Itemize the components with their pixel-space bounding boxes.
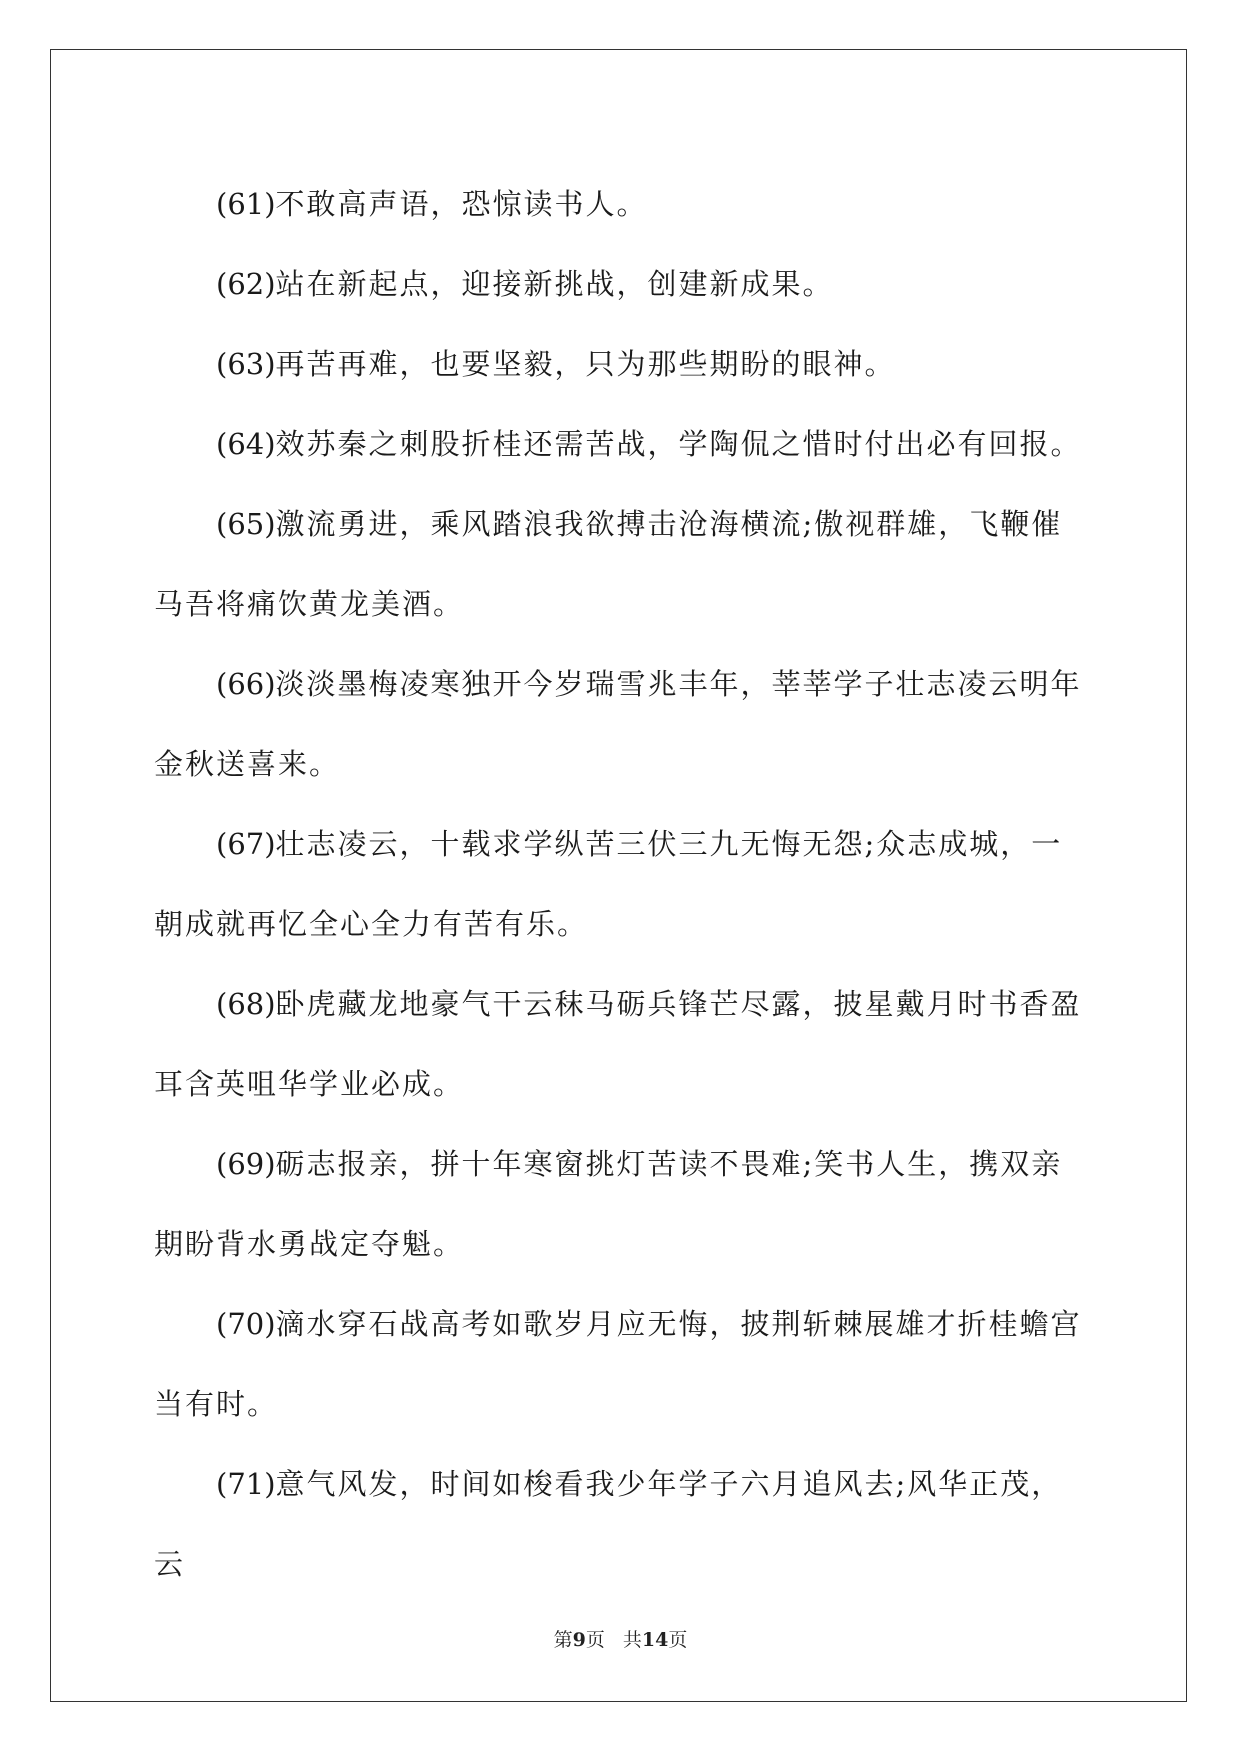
total-unit: 页: [668, 1629, 688, 1651]
paragraph-62: [154, 244, 1088, 324]
paragraph-number: (70): [216, 1307, 276, 1341]
page-footer: [0, 1625, 1241, 1652]
page-current: 9: [572, 1629, 586, 1651]
paragraph-text: 激流勇进，乘风踏浪我欲搏击沧海横流;傲视群雄，飞鞭催马吾将痛饮黄龙美酒。: [154, 507, 1063, 621]
paragraph-text: 卧虎藏龙地豪气干云秣马砺兵锋芒尽露，披星戴月时书香盈耳含英咀华学业必成。: [154, 987, 1082, 1101]
paragraph-61: [154, 164, 1088, 244]
paragraph-number: (63): [216, 347, 276, 381]
paragraph-69: [154, 1124, 1088, 1284]
paragraph-number: (71): [216, 1467, 276, 1501]
paragraph-text: 不敢高声语，恐惊读书人。: [275, 187, 648, 221]
paragraph-text: 淡淡墨梅凌寒独开今岁瑞雪兆丰年，莘莘学子壮志凌云明年金秋送喜来。: [154, 667, 1082, 781]
total-prefix: 共: [622, 1629, 642, 1651]
paragraph-text: 滴水穿石战高考如歌岁月应无悔，披荆斩棘展雄才折桂蟾宫当有时。: [154, 1307, 1082, 1421]
paragraph-number: (61): [216, 187, 276, 221]
page-unit: 页: [585, 1629, 605, 1651]
paragraph-number: (69): [216, 1147, 276, 1181]
paragraph-text: 壮志凌云，十载求学纵苦三伏三九无悔无怨;众志成城，一朝成就再忆全心全力有苦有乐。: [154, 827, 1063, 941]
paragraph-70: [154, 1284, 1088, 1444]
paragraph-number: (66): [216, 667, 276, 701]
paragraph-text: 再苦再难，也要坚毅，只为那些期盼的眼神。: [275, 347, 896, 381]
paragraph-number: (64): [216, 427, 276, 461]
paragraph-66: [154, 644, 1088, 804]
paragraph-number: (62): [216, 267, 276, 301]
paragraph-63: [154, 324, 1088, 404]
page-total: 14: [641, 1629, 669, 1651]
paragraph-65: [154, 484, 1088, 644]
paragraph-67: [154, 804, 1088, 964]
paragraph-71: [154, 1444, 1088, 1604]
page-prefix: 第: [553, 1629, 573, 1651]
paragraph-number: (68): [216, 987, 276, 1021]
paragraph-text: 站在新起点，迎接新挑战，创建新成果。: [275, 267, 834, 301]
paragraph-68: [154, 964, 1088, 1124]
paragraph-64: [154, 404, 1088, 484]
paragraph-text: 砺志报亲，拼十年寒窗挑灯苦读不畏难;笑书人生，携双亲期盼背水勇战定夺魁。: [154, 1147, 1063, 1261]
document-body: [154, 164, 1088, 1604]
paragraph-text: 意气风发，时间如梭看我少年学子六月追风去;风华正茂，云: [154, 1467, 1063, 1581]
paragraph-number: (65): [216, 507, 276, 541]
paragraph-text: 效苏秦之刺股折桂还需苦战，学陶侃之惜时付出必有回报。: [275, 427, 1082, 461]
paragraph-number: (67): [216, 827, 276, 861]
